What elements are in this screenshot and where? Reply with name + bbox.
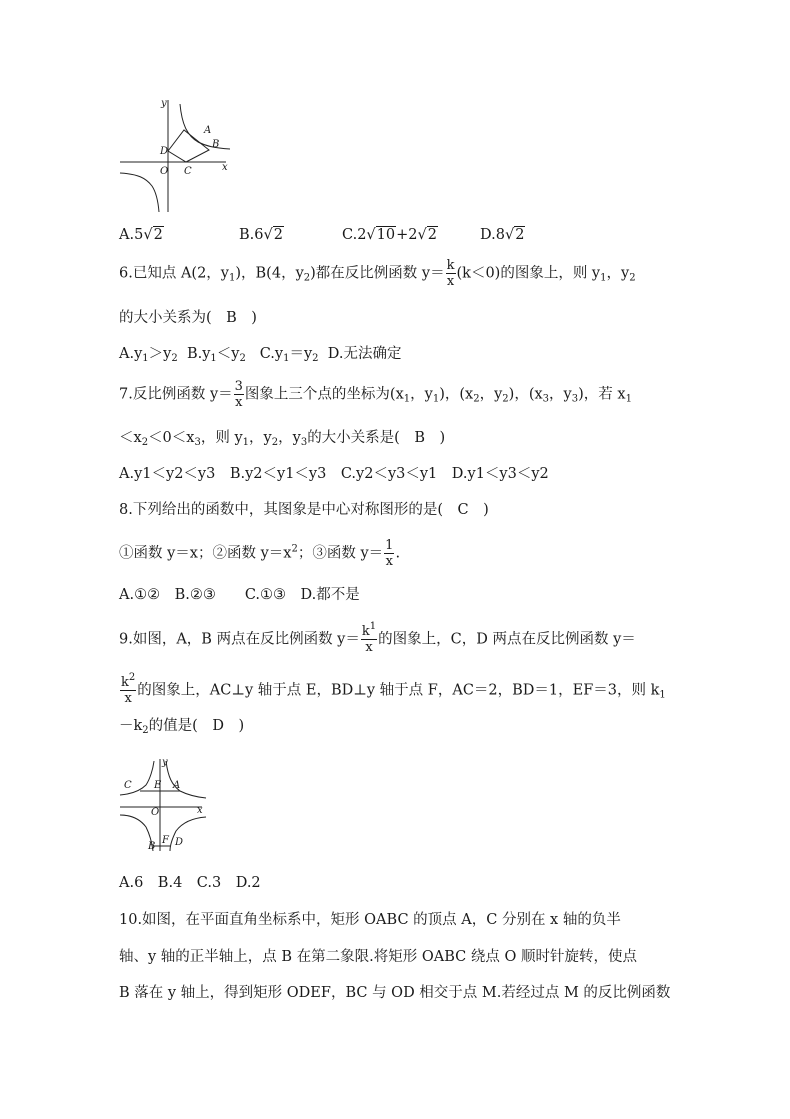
q9-fraction-1: $\frac{k^1}{x}$: [361, 621, 377, 655]
q6-options: $A.y_1>y_2$ $B.y_1<y_2$ $C.y_1=y_2$ D.无法确定: [119, 346, 402, 364]
q9-line-3: $-k_2$的值是( D ): [119, 718, 245, 736]
fig2-label-e: E: [154, 780, 162, 791]
fig2-label-a: A: [173, 780, 181, 791]
q8-options: A.①② B.②③ C.①③ D.都不是: [119, 587, 360, 603]
fig1-label-o: O: [160, 166, 169, 177]
q8-fraction: $\frac{1}{x}$: [385, 538, 394, 569]
fig1-quadrilateral: [168, 130, 209, 162]
q9-fraction-2: $\frac{k^2}{x}$: [121, 672, 136, 706]
fig2-label-b: B: [148, 841, 156, 852]
fig1-curve-q3: [120, 173, 159, 212]
q10-line-3: B 落在 y 轴上，得到矩形 ODEF，BC 与 OD 相交于点 M.若经过点 M 的反比例函数: [119, 985, 671, 1001]
q6-line-2: 的大小关系为( B ): [119, 310, 257, 326]
fig1-label-x: x: [222, 162, 228, 173]
q6-line-1: 6.已知点 A(2，$y_1$)，B(4，$y_2$)都在反比例函数 y＝ $\frac{k}{x}$ (k＜0)的图象上，则 $y_1$，$y_2$: [119, 258, 636, 289]
q7-line-1: 7.反比例函数 y＝ $\frac{3}{x}$ 图象上三个点的坐标为($x_1$，$y_1$)，($x_2$，$y_2$)，($x_3$，$y_3$)，若 $x_1$: [119, 379, 632, 410]
fig2-curve-ab-q1: [166, 761, 206, 798]
q6-fraction: $\frac{k}{x}$: [446, 258, 455, 289]
fig1-label-b: B: [212, 139, 220, 150]
figure-2-graph: [118, 757, 208, 853]
q5-option-a: A.5√2: [119, 227, 163, 243]
fig2-label-c: C: [124, 780, 132, 791]
q9-line-1: 9.如图，A，B 两点在反比例函数 y＝ $\frac{k^1}{x}$ 的图象上，C，D 两点在反比例函数 y＝: [119, 621, 636, 655]
fig2-label-y: y: [162, 757, 168, 768]
q9-line-2: $\frac{k^2}{x}$ 的图象上，AC⊥y 轴于点 E，BD⊥y 轴于点 F，AC＝2，BD＝1，EF＝3，则 $k_1$: [121, 672, 666, 706]
q5-option-c: C.2√10+2√2: [342, 227, 437, 243]
q10-line-2: 轴、y 轴的正半轴上，点 B 在第二象限.将矩形 OABC 绕点 O 顺时针旋转，使点: [119, 949, 637, 965]
fig1-label-c: C: [184, 166, 192, 177]
q5-option-b: B.6√2: [239, 227, 283, 243]
figure-1-graph: [118, 96, 233, 214]
fig1-label-d: D: [160, 146, 169, 157]
q9-options: A.6 B.4 C.3 D.2: [119, 875, 261, 891]
q8-line-2: ①函数 y＝x；②函数 $y=x^2$；③函数 y＝ $\frac{1}{x}$ .: [119, 538, 401, 569]
fig2-label-x: x: [197, 805, 203, 816]
fig2-label-f: F: [162, 835, 169, 846]
q10-line-1: 10.如图，在平面直角坐标系中，矩形 OABC 的顶点 A，C 分别在 x 轴的负半: [119, 912, 621, 928]
q5-option-d: D.8√2: [480, 227, 525, 243]
q7-options: A.y1＜y2＜y3 B.y2＜y1＜y3 C.y2＜y3＜y1 D.y1＜y3＜y2: [119, 466, 549, 482]
fig1-label-y: y: [161, 98, 167, 109]
q7-fraction: $\frac{3}{x}$: [234, 379, 243, 410]
fig1-label-a: A: [204, 125, 212, 136]
fig2-label-d: D: [175, 837, 184, 848]
q7-line-2: $<x_2<0<x_3$，则 $y_1$，$y_2$，$y_3$的大小关系是( B ): [119, 430, 446, 448]
q8-line-1: 8.下列给出的函数中，其图象是中心对称图形的是( C ): [119, 502, 489, 518]
fig2-label-o: O: [151, 807, 160, 818]
